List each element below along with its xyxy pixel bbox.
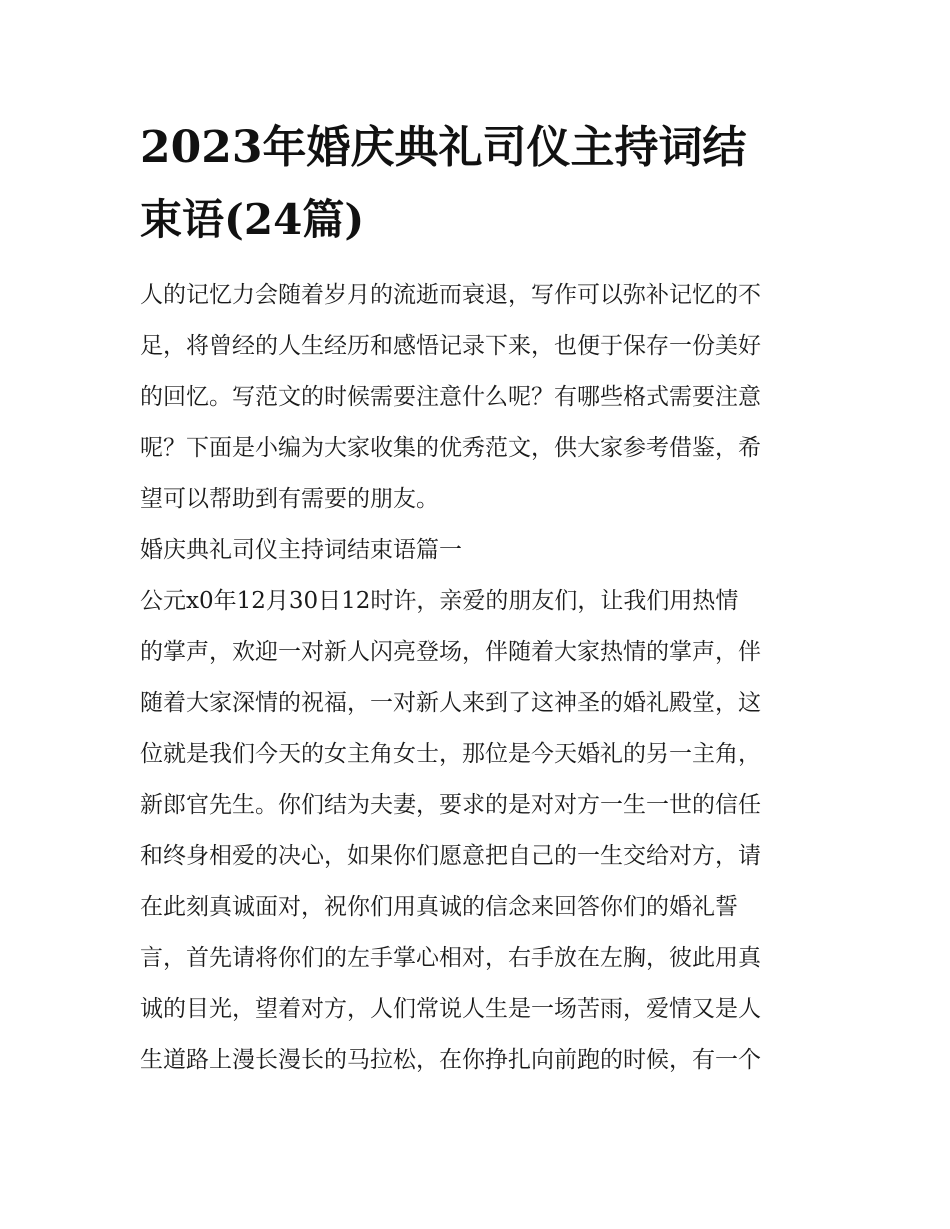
- body-line: 位就是我们今天的女主角女士，那位是今天婚礼的另一主角，: [140, 741, 761, 767]
- body-line: 言，首先请将你们的左手掌心相对，右手放在左胸，彼此用真: [140, 945, 761, 971]
- body-line: 和终身相爱的决心，如果你们愿意把自己的一生交给对方，请: [140, 843, 761, 869]
- body-line: 在此刻真诚面对，祝你们用真诚的信念来回答你们的婚礼誓: [140, 894, 738, 920]
- body-line: 公元x0年12月30日12时许，亲爱的朋友们，让我们用热情: [140, 588, 739, 614]
- body-paragraph: [140, 576, 810, 1086]
- title-line: 束语(24篇): [140, 195, 365, 244]
- document-content: [140, 112, 810, 1086]
- body-line: 诚的目光，望着对方，人们常说人生是一场苦雨，爱情又是人: [140, 996, 761, 1022]
- body-line: 随着大家深情的祝福，一对新人来到了这神圣的婚礼殿堂，这: [140, 690, 761, 716]
- body-line: 的掌声，欢迎一对新人闪亮登场，伴随着大家热情的掌声，伴: [140, 639, 761, 665]
- body-line: 生道路上漫长漫长的马拉松，在你挣扎向前跑的时候，有一个: [140, 1047, 761, 1073]
- intro-line: 的回忆。写范文的时候需要注意什么呢？有哪些格式需要注意: [140, 384, 761, 410]
- body-line: 新郎官先生。你们结为夫妻，要求的是对对方一生一世的信任: [140, 792, 761, 818]
- document-title: [140, 112, 810, 256]
- intro-line: 呢？下面是小编为大家收集的优秀范文，供大家参考借鉴，希: [140, 435, 761, 461]
- intro-line: 望可以帮助到有需要的朋友。: [140, 486, 439, 512]
- title-line: 2023年婚庆典礼司仪主持词结: [140, 122, 747, 173]
- intro-line: 人的记忆力会随着岁月的流逝而衰退，写作可以弥补记忆的不: [140, 282, 761, 308]
- intro-paragraph: [140, 270, 810, 525]
- section-heading: 婚庆典礼司仪主持词结束语篇一: [140, 537, 462, 563]
- intro-line: 足，将曾经的人生经历和感悟记录下来，也便于保存一份美好: [140, 333, 761, 359]
